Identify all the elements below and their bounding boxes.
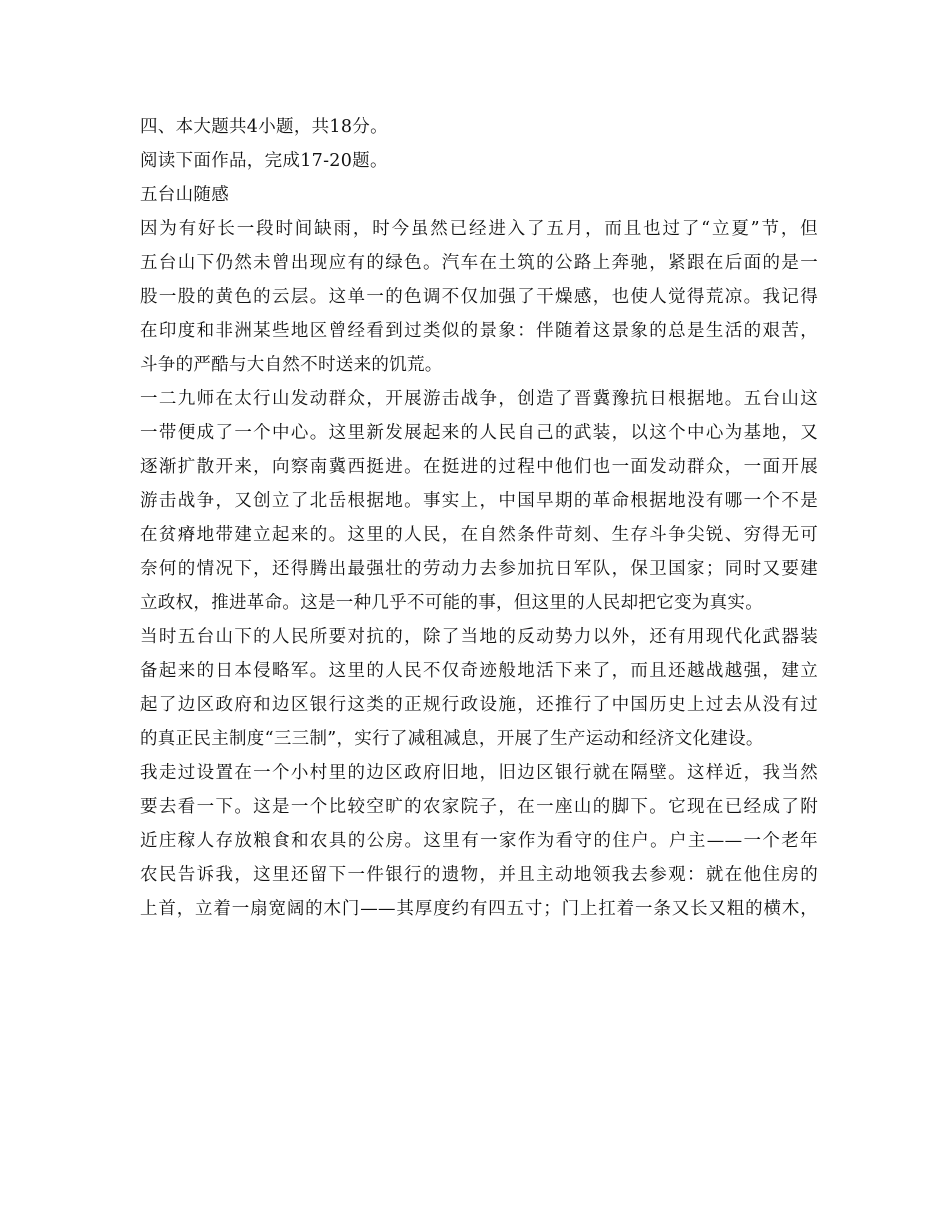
paragraph-line: 我走过设置在一个小村里的边区政府旧地，旧边区银行就在隔壁。这样近，我当然 (140, 763, 818, 783)
paragraph-line: 因为有好长一段时间缺雨，时今虽然已经进入了五月，而且也过了“立夏”节，但 (140, 219, 818, 239)
paragraph-line: 五台山下仍然未曾出现应有的绿色。汽车在土筑的公路上奔驰，紧跟在后面的是一 (140, 253, 818, 273)
instruction-text: 阅读下面作品，完成17-20题。 (140, 151, 388, 171)
paragraph-3 (140, 620, 818, 756)
paragraph-line: 备起来的日本侵略军。这里的人民不仅奇迹般地活下来了，而且还越战越强，建立 (140, 661, 818, 681)
paragraph-line: 起了边区政府和边区银行这类的正规行政设施，还推行了中国历史上过去从没有过 (140, 695, 818, 715)
paragraph-line: 当时五台山下的人民所要对抗的，除了当地的反动势力以外，还有用现代化武器装 (140, 627, 818, 647)
paragraph-line: 在贫瘠地带建立起来的。这里的人民，在自然条件苛刻、生存斗争尖锐、穷得无可 (140, 525, 818, 545)
document-page (140, 110, 818, 926)
paragraph-line: 上首，立着一扇宽阔的木门——其厚度约有四五寸；门上扛着一条又长又粗的横木， (140, 899, 818, 919)
paragraph-4 (140, 756, 818, 926)
paragraph-line: 要去看一下。这是一个比较空旷的农家院子，在一座山的脚下。它现在已经成了附 (140, 797, 818, 817)
paragraph-line: 斗争的严酷与大自然不时送来的饥荒。 (140, 355, 443, 375)
paragraph-line: 近庄稼人存放粮食和农具的公房。这里有一家作为看守的住户。户主——一个老年 (140, 831, 818, 851)
paragraph-line: 游击战争，又创立了北岳根据地。事实上，中国早期的革命根据地没有哪一个不是 (140, 491, 818, 511)
paragraph-line: 逐渐扩散开来，向察南冀西挺进。在挺进的过程中他们也一面发动群众，一面开展 (140, 457, 818, 477)
paragraph-line: 一带便成了一个中心。这里新发展起来的人民自己的武装，以这个中心为基地，又 (140, 423, 818, 443)
paragraph-line: 立政权，推进革命。这是一种几乎不可能的事，但这里的人民却把它变为真实。 (140, 593, 763, 613)
paragraph-line: 一二九师在太行山发动群众，开展游击战争，创造了晋冀豫抗日根据地。五台山这 (140, 389, 818, 409)
paragraph-line: 在印度和非洲某些地区曾经看到过类似的景象：伴随着这景象的总是生活的艰苦， (140, 321, 818, 341)
paragraph-line: 股一股的黄色的云层。这单一的色调不仅加强了干燥感，也使人觉得荒凉。我记得 (140, 287, 818, 307)
paragraph-line: 的真正民主制度“三三制”，实行了减租减息，开展了生产运动和经济文化建设。 (140, 729, 764, 749)
paragraph-1 (140, 212, 818, 382)
paragraph-line: 农民告诉我，这里还留下一件银行的遗物，并且主动地领我去参观：就在他住房的 (140, 865, 818, 885)
section-heading: 四、本大题共4小题，共18分。 (140, 117, 388, 137)
paragraph-line: 奈何的情况下，还得腾出最强壮的劳动力去参加抗日军队，保卫国家；同时又要建 (140, 559, 818, 579)
paragraph-2 (140, 382, 818, 620)
article-title: 五台山随感 (140, 185, 229, 205)
